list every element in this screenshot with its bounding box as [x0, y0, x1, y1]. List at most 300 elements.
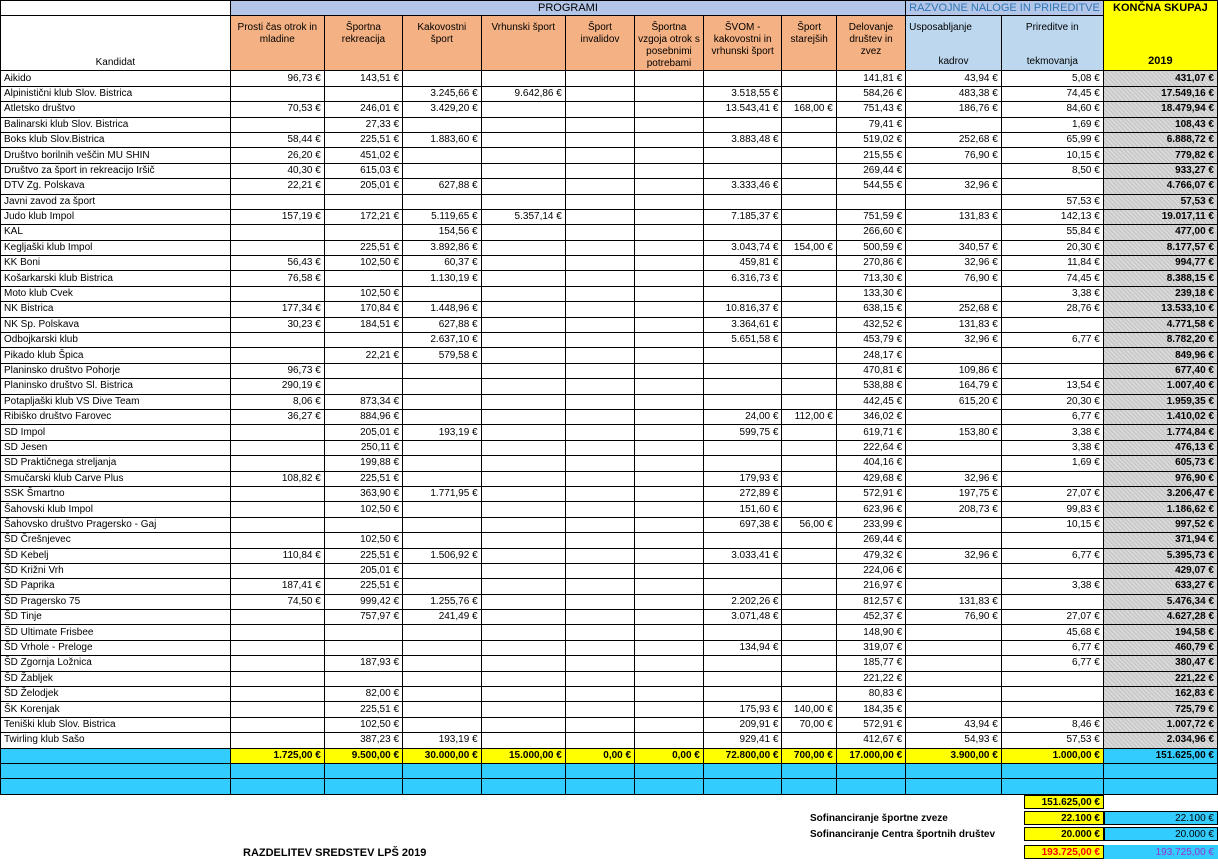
value-cell: 58,44 € [230, 132, 324, 147]
value-cell [230, 425, 324, 440]
koncna-header [1103, 1, 1217, 71]
value-cell: 154,00 € [782, 240, 836, 255]
value-cell [782, 425, 836, 440]
total-cell: 4.766,07 € [1103, 179, 1217, 194]
total-cell: 994,77 € [1103, 256, 1217, 271]
value-cell [481, 163, 565, 178]
value-cell [1001, 563, 1103, 578]
value-cell: 224,06 € [836, 563, 905, 578]
blank-cell [906, 779, 1002, 794]
value-cell: 225,51 € [324, 471, 402, 486]
table-row [1, 702, 1218, 717]
value-cell: 32,96 € [906, 179, 1002, 194]
kandidat-header: Kandidat [1, 16, 231, 71]
total-cell: 431,07 € [1103, 71, 1217, 86]
value-cell: 225,51 € [324, 240, 402, 255]
total-cell: 677,40 € [1103, 363, 1217, 378]
value-cell [403, 379, 482, 394]
value-cell: 10.816,37 € [703, 302, 782, 317]
total-cell: 976,90 € [1103, 471, 1217, 486]
col-header-7: Šport starejših [782, 16, 836, 71]
value-cell: 99,83 € [1001, 502, 1103, 517]
table-row [1, 687, 1218, 702]
total-value-cell: 700,00 € [782, 748, 836, 763]
table-row [1, 563, 1218, 578]
value-cell [403, 471, 482, 486]
value-cell [481, 486, 565, 501]
value-cell: 5.119,65 € [403, 209, 482, 224]
value-cell: 432,52 € [836, 317, 905, 332]
value-cell [635, 656, 704, 671]
value-cell [703, 456, 782, 471]
total-cell: 380,47 € [1103, 656, 1217, 671]
razvojne-header: RAZVOJNE NALOGE IN PRIREDITVE [906, 1, 1104, 16]
value-cell: 584,26 € [836, 86, 905, 101]
value-cell: 209,91 € [703, 717, 782, 732]
value-cell [565, 425, 634, 440]
value-cell [635, 425, 704, 440]
value-cell [782, 333, 836, 348]
total-value-cell: 72.800,00 € [703, 748, 782, 763]
blank-cell [906, 763, 1002, 778]
value-cell [565, 563, 634, 578]
table-row [1, 425, 1218, 440]
value-cell [782, 456, 836, 471]
blank-cell [836, 779, 905, 794]
value-cell [565, 148, 634, 163]
value-cell: 168,00 € [782, 102, 836, 117]
total-value-cell: 0,00 € [635, 748, 704, 763]
kandidat-cell: Ribiško društvo Farovec [1, 409, 231, 424]
value-cell: 20,30 € [1001, 394, 1103, 409]
value-cell [230, 733, 324, 748]
value-cell [703, 348, 782, 363]
value-cell [703, 148, 782, 163]
value-cell: 36,27 € [230, 409, 324, 424]
table-row [1, 502, 1218, 517]
kandidat-cell: ŠD Ultimate Frisbee [1, 625, 231, 640]
value-cell: 215,55 € [836, 148, 905, 163]
table-row [1, 86, 1218, 101]
table-row [1, 363, 1218, 378]
value-cell [635, 117, 704, 132]
value-cell: 11,84 € [1001, 256, 1103, 271]
prireditve-top: Prireditve in [1025, 22, 1079, 34]
value-cell [481, 148, 565, 163]
value-cell: 55,84 € [1001, 225, 1103, 240]
value-cell: 363,90 € [324, 486, 402, 501]
value-cell [481, 179, 565, 194]
value-cell [230, 671, 324, 686]
blank-cell [1103, 763, 1217, 778]
value-cell [565, 656, 634, 671]
value-cell [635, 317, 704, 332]
value-cell [230, 440, 324, 455]
kandidat-cell: Društvo borilnih veščin MU SHIN [1, 148, 231, 163]
total-cell: 477,00 € [1103, 225, 1217, 240]
value-cell [1001, 363, 1103, 378]
kandidat-cell: Planinsko društvo Pohorje [1, 363, 231, 378]
kandidat-cell: ŠD Žabljek [1, 671, 231, 686]
value-cell [635, 471, 704, 486]
value-cell [481, 425, 565, 440]
kandidat-cell: ŠK Korenjak [1, 702, 231, 717]
value-cell: 459,81 € [703, 256, 782, 271]
value-cell [782, 194, 836, 209]
kandidat-cell: Balinarski klub Slov. Bistrica [1, 117, 231, 132]
value-cell [403, 117, 482, 132]
value-cell: 999,42 € [324, 594, 402, 609]
value-cell [906, 656, 1002, 671]
total-value-cell: 1.725,00 € [230, 748, 324, 763]
total-cell: 6.888,72 € [1103, 132, 1217, 147]
blank-cell [1103, 779, 1217, 794]
value-cell [782, 579, 836, 594]
value-cell [635, 625, 704, 640]
value-cell: 32,96 € [906, 471, 1002, 486]
value-cell: 193,19 € [403, 733, 482, 748]
value-cell [782, 625, 836, 640]
value-cell [230, 533, 324, 548]
value-cell: 154,56 € [403, 225, 482, 240]
value-cell [635, 594, 704, 609]
value-cell: 26,20 € [230, 148, 324, 163]
value-cell [481, 517, 565, 532]
value-cell: 697,38 € [703, 517, 782, 532]
value-cell [230, 225, 324, 240]
value-cell: 32,96 € [906, 256, 1002, 271]
value-cell [481, 194, 565, 209]
value-cell [565, 517, 634, 532]
value-cell: 56,43 € [230, 256, 324, 271]
value-cell: 452,37 € [836, 610, 905, 625]
kandidat-cell: KAL [1, 225, 231, 240]
value-cell: 134,94 € [703, 640, 782, 655]
value-cell [635, 687, 704, 702]
value-cell [481, 348, 565, 363]
value-cell [635, 533, 704, 548]
value-cell: 27,33 € [324, 117, 402, 132]
value-cell [782, 117, 836, 132]
total-value-cell: 15.000,00 € [481, 748, 565, 763]
value-cell: 500,59 € [836, 240, 905, 255]
value-cell: 140,00 € [782, 702, 836, 717]
value-cell [635, 209, 704, 224]
value-cell [565, 271, 634, 286]
table-row [1, 256, 1218, 271]
value-cell: 623,96 € [836, 502, 905, 517]
value-cell: 74,50 € [230, 594, 324, 609]
value-cell: 412,67 € [836, 733, 905, 748]
value-cell: 3.333,46 € [703, 179, 782, 194]
value-cell: 6,77 € [1001, 409, 1103, 424]
value-cell [782, 548, 836, 563]
kandidat-cell: Šahovsko društvo Pragersko - Gaj [1, 517, 231, 532]
value-cell: 812,57 € [836, 594, 905, 609]
table-row [1, 102, 1218, 117]
total-value-cell: 0,00 € [565, 748, 634, 763]
value-cell: 79,41 € [836, 117, 905, 132]
value-cell: 519,02 € [836, 132, 905, 147]
value-cell [635, 456, 704, 471]
value-cell: 205,01 € [324, 563, 402, 578]
value-cell: 177,34 € [230, 302, 324, 317]
value-cell [565, 594, 634, 609]
value-cell: 6,77 € [1001, 656, 1103, 671]
value-cell [324, 640, 402, 655]
value-cell: 319,07 € [836, 640, 905, 655]
value-cell [635, 394, 704, 409]
value-cell: 110,84 € [230, 548, 324, 563]
table-row [1, 594, 1218, 609]
total-value-cell: 9.500,00 € [324, 748, 402, 763]
value-cell [481, 594, 565, 609]
total-cell: 429,07 € [1103, 563, 1217, 578]
value-cell: 13,54 € [1001, 379, 1103, 394]
value-cell [906, 579, 1002, 594]
kandidat-cell: ŠD Črešnjevec [1, 533, 231, 548]
value-cell [230, 486, 324, 501]
value-cell [635, 640, 704, 655]
value-cell: 5,08 € [1001, 71, 1103, 86]
value-cell [635, 86, 704, 101]
total-cell: 371,94 € [1103, 533, 1217, 548]
value-cell [635, 610, 704, 625]
col-header-8: Delovanje društev in zvez [836, 16, 905, 71]
blank-cell [324, 779, 402, 794]
value-cell [481, 456, 565, 471]
usposabljanje-bot: kadrov [938, 56, 969, 68]
value-cell [230, 625, 324, 640]
total-cell: 221,22 € [1103, 671, 1217, 686]
blank-cell [1, 763, 231, 778]
value-cell [481, 610, 565, 625]
value-cell: 757,97 € [324, 610, 402, 625]
table-row [1, 163, 1218, 178]
value-cell [1001, 348, 1103, 363]
total-cell: 997,52 € [1103, 517, 1217, 532]
footer-title: RAZDELITEV SREDSTEV LPŠ 2019 [243, 847, 427, 859]
value-cell [635, 548, 704, 563]
table-row [1, 194, 1218, 209]
value-cell: 193,19 € [403, 425, 482, 440]
value-cell [782, 502, 836, 517]
value-cell [565, 640, 634, 655]
value-cell: 3.892,86 € [403, 240, 482, 255]
total-cell: 1.007,40 € [1103, 379, 1217, 394]
value-cell [782, 348, 836, 363]
value-cell [403, 194, 482, 209]
value-cell: 290,19 € [230, 379, 324, 394]
value-cell [635, 440, 704, 455]
value-cell [635, 240, 704, 255]
value-cell: 148,90 € [836, 625, 905, 640]
value-cell [230, 194, 324, 209]
table-row [1, 240, 1218, 255]
value-cell: 713,30 € [836, 271, 905, 286]
value-cell [782, 486, 836, 501]
value-cell: 3.071,48 € [703, 610, 782, 625]
value-cell: 572,91 € [836, 486, 905, 501]
value-cell [565, 502, 634, 517]
year-label: 2019 [1148, 55, 1173, 68]
value-cell [782, 256, 836, 271]
centra-value-yellow: 20.000 € [1024, 827, 1104, 841]
total-cell: 1.007,72 € [1103, 717, 1217, 732]
value-cell [906, 640, 1002, 655]
blank-cell [481, 779, 565, 794]
value-cell [1001, 317, 1103, 332]
total-cell: 4.771,58 € [1103, 317, 1217, 332]
value-cell [782, 148, 836, 163]
value-cell [481, 256, 565, 271]
value-cell [230, 610, 324, 625]
value-cell [782, 379, 836, 394]
blank-row [1, 779, 1218, 794]
value-cell [324, 333, 402, 348]
total-cell: 8.782,20 € [1103, 333, 1217, 348]
table-row [1, 117, 1218, 132]
kandidat-cell: Odbojkarski klub [1, 333, 231, 348]
value-cell: 80,83 € [836, 687, 905, 702]
value-cell: 57,53 € [1001, 733, 1103, 748]
value-cell [230, 286, 324, 301]
kandidat-cell: Aikido [1, 71, 231, 86]
value-cell [324, 671, 402, 686]
value-cell [481, 717, 565, 732]
value-cell [635, 502, 704, 517]
value-cell: 3,38 € [1001, 286, 1103, 301]
value-cell: 10,15 € [1001, 517, 1103, 532]
value-cell: 572,91 € [836, 717, 905, 732]
value-cell: 751,43 € [836, 102, 905, 117]
value-cell: 3.429,20 € [403, 102, 482, 117]
value-cell [403, 717, 482, 732]
value-cell: 1.771,95 € [403, 486, 482, 501]
value-cell [635, 148, 704, 163]
value-cell [481, 240, 565, 255]
value-cell: 3.033,41 € [703, 548, 782, 563]
blank-cell [635, 779, 704, 794]
value-cell: 28,76 € [1001, 302, 1103, 317]
value-cell: 216,97 € [836, 579, 905, 594]
value-cell [403, 702, 482, 717]
value-cell: 54,93 € [906, 733, 1002, 748]
value-cell [565, 610, 634, 625]
col-header-5: Športna vzgoja otrok s posebnimi potrebami [635, 16, 704, 71]
value-cell: 43,94 € [906, 717, 1002, 732]
table-row [1, 286, 1218, 301]
value-cell [782, 302, 836, 317]
value-cell [565, 333, 634, 348]
value-cell [403, 579, 482, 594]
value-cell: 187,93 € [324, 656, 402, 671]
total-cell: 162,83 € [1103, 687, 1217, 702]
value-cell: 340,57 € [906, 240, 1002, 255]
value-cell: 82,00 € [324, 687, 402, 702]
total-cell: 1.774,84 € [1103, 425, 1217, 440]
value-cell [565, 409, 634, 424]
value-cell: 76,90 € [906, 610, 1002, 625]
blank-cell [703, 763, 782, 778]
value-cell [481, 317, 565, 332]
value-cell [635, 286, 704, 301]
value-cell [635, 702, 704, 717]
value-cell [481, 687, 565, 702]
footer-zveze-label: Sofinanciranje športne zveze [810, 813, 948, 824]
table-row [1, 225, 1218, 240]
value-cell: 346,02 € [836, 409, 905, 424]
value-cell [782, 163, 836, 178]
value-cell [403, 656, 482, 671]
value-cell [703, 163, 782, 178]
value-cell [565, 86, 634, 101]
value-cell: 170,84 € [324, 302, 402, 317]
value-cell [565, 225, 634, 240]
value-cell: 1,69 € [1001, 456, 1103, 471]
value-cell: 108,82 € [230, 471, 324, 486]
value-cell [782, 271, 836, 286]
value-cell [481, 579, 565, 594]
value-cell [782, 225, 836, 240]
table-row [1, 640, 1218, 655]
value-cell [403, 563, 482, 578]
kandidat-cell: SD Impol [1, 425, 231, 440]
value-cell: 3.245,66 € [403, 86, 482, 101]
value-cell: 6.316,73 € [703, 271, 782, 286]
value-cell: 751,59 € [836, 209, 905, 224]
total-cell: 5.476,34 € [1103, 594, 1217, 609]
value-cell: 84,60 € [1001, 102, 1103, 117]
total-value-cell: 1.000,00 € [1001, 748, 1103, 763]
col-header-0: Prosti čas otrok in mladine [230, 16, 324, 71]
value-cell [403, 363, 482, 378]
value-cell [324, 379, 402, 394]
value-cell: 32,96 € [906, 333, 1002, 348]
table-row [1, 548, 1218, 563]
value-cell [703, 394, 782, 409]
value-cell: 544,55 € [836, 179, 905, 194]
value-cell: 102,50 € [324, 256, 402, 271]
table-row [1, 533, 1218, 548]
value-cell [565, 471, 634, 486]
value-cell: 8,06 € [230, 394, 324, 409]
kandidat-cell: Društvo za šport in rekreacijo Iršič [1, 163, 231, 178]
value-cell: 56,00 € [782, 517, 836, 532]
value-cell [635, 579, 704, 594]
value-cell [703, 363, 782, 378]
value-cell: 164,79 € [906, 379, 1002, 394]
value-cell: 387,23 € [324, 733, 402, 748]
value-cell [481, 71, 565, 86]
value-cell [565, 363, 634, 378]
kandidat-cell: Alpinistični klub Slov. Bistrica [1, 86, 231, 101]
value-cell: 74,45 € [1001, 271, 1103, 286]
value-cell [782, 317, 836, 332]
value-cell [481, 671, 565, 686]
value-cell [782, 71, 836, 86]
value-cell [324, 517, 402, 532]
value-cell [481, 656, 565, 671]
table-row [1, 379, 1218, 394]
value-cell [565, 240, 634, 255]
value-cell [481, 102, 565, 117]
value-cell: 184,35 € [836, 702, 905, 717]
value-cell: 57,53 € [1001, 194, 1103, 209]
blank-cell [324, 763, 402, 778]
value-cell: 27,07 € [1001, 610, 1103, 625]
value-cell [782, 132, 836, 147]
